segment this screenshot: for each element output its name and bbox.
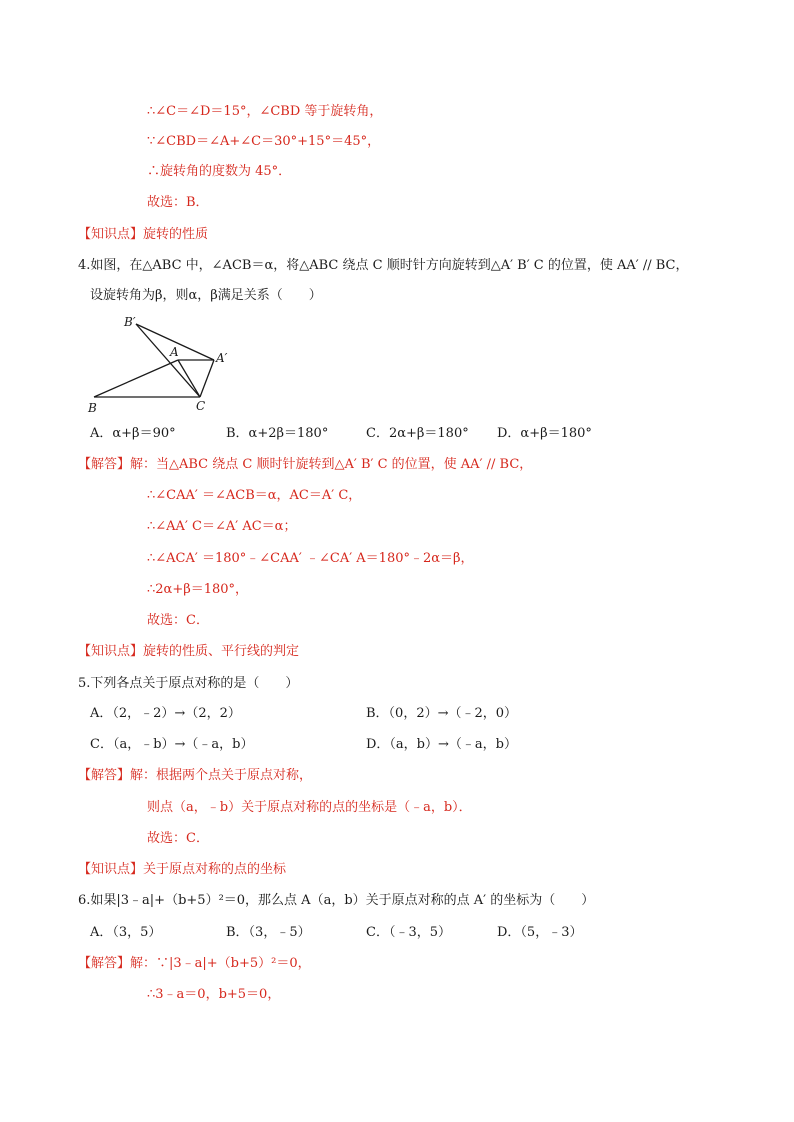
question-4-stem: 4.如图，在△ABC 中，∠ACB＝α，将△ABC 绕点 C 顺时针方向旋转到△A′ B′ C 的位置，使 AA′ // BC， <box>78 258 689 273</box>
answer-line: ∴∠C＝∠D＝15°，∠CBD 等于旋转角， <box>147 104 383 119</box>
answer-choice: 故选：B． <box>147 195 209 210</box>
answer-line: ∴3﹣a＝0，b+5＝0， <box>147 987 281 1002</box>
label-b-prime: B′ <box>124 315 136 329</box>
option-b: B．（0，2）→（﹣2，0） <box>366 706 518 721</box>
question-6-stem: 6.如果|3﹣a|+（b+5）²＝0，那么点 A（a，b）关于原点对称的点 A′ 的坐标为（ ） <box>78 893 595 908</box>
label-a: A <box>170 345 179 359</box>
option-d: D．（5，﹣3） <box>497 925 583 940</box>
option-b: B．α+2β＝180° <box>226 426 329 441</box>
option-a: A．（3，5） <box>90 925 162 940</box>
option-d: D．（a，b）→（﹣a，b） <box>366 737 517 752</box>
knowledge-point: 【知识点】旋转的性质、平行线的判定 <box>78 644 300 659</box>
label-c: C <box>196 399 206 413</box>
answer-line: 则点（a，﹣b）关于原点对称的点的坐标是（﹣a，b）． <box>147 800 472 815</box>
answer-line: ∴旋转角的度数为 45°． <box>147 164 292 179</box>
option-b: B．（3，﹣5） <box>226 925 311 940</box>
knowledge-point: 【知识点】旋转的性质 <box>78 227 209 242</box>
answer-line: ∴∠CAA′ ＝∠ACB＝α，AC＝A′ C， <box>147 488 362 503</box>
label-b: B <box>88 401 97 415</box>
answer-header: 【解答】解：根据两个点关于原点对称， <box>78 768 313 783</box>
question-4-stem-cont: 设旋转角为β，则α，β满足关系（ ） <box>90 288 322 303</box>
option-c: C．（a，﹣b）→（﹣a，b） <box>90 737 254 752</box>
answer-header: 【解答】解：∵|3﹣a|+（b+5）²＝0， <box>78 956 311 971</box>
option-d: D．α+β＝180° <box>497 426 592 441</box>
answer-choice: 故选：C． <box>147 613 209 628</box>
option-c: C．（﹣3，5） <box>366 925 451 940</box>
knowledge-point: 【知识点】关于原点对称的点的坐标 <box>78 862 287 877</box>
option-a: A．（2，﹣2）→（2，2） <box>90 706 241 721</box>
answer-line: ∴2α+β＝180°， <box>147 582 249 597</box>
answer-line: ∵∠CBD＝∠A+∠C＝30°+15°＝45°， <box>147 134 381 149</box>
option-a: A．α+β＝90° <box>90 426 176 441</box>
answer-line: ∴∠ACA′ ＝180°﹣∠CAA′ ﹣∠CA′ A＝180°﹣2α＝β， <box>147 551 474 566</box>
question-5-stem: 5.下列各点关于原点对称的是（ ） <box>78 676 299 691</box>
answer-line: ∴∠AA′ C＝∠A′ AC＝α； <box>147 519 297 534</box>
answer-choice: 故选：C． <box>147 831 209 846</box>
answer-header: 【解答】解：当△ABC 绕点 C 顺时针旋转到△A′ B′ C 的位置，使 AA′ // BC， <box>78 457 533 472</box>
option-c: C．2α+β＝180° <box>366 426 469 441</box>
label-a-prime: A′ <box>216 351 228 365</box>
rotation-diagram <box>84 306 244 418</box>
